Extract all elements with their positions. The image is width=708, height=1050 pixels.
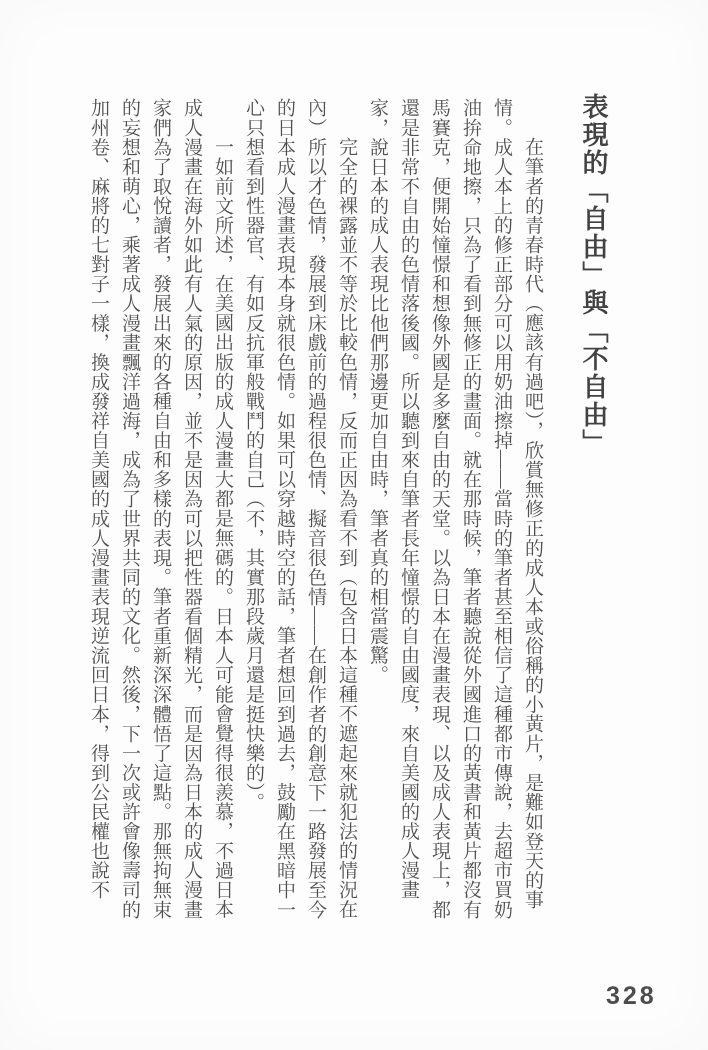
paragraph-1: 在筆者的青春時代（應該有過吧），欣賞無修正的成人本或俗稱的小黃片，是難如登天的事情。成人本上的修正部分可以用奶油擦掉——當時的筆者甚至相信了這種都市傳說，去超市買奶油拚命地擦，只為了看到無修正的畫面。就在那時候，筆者聽說從外國進口的黃書和黃片都沒有馬賽克，便開始憧憬和想像外國是多麼自由的天堂。以為日本在漫畫表現、以及成人表現上，都還是非常不自由的色情落後國。所以聽到來自筆者長年憧憬的自由國度，來自美國的成人漫畫家，說日本的成人表現比他們那邊更加自由時，筆者真的相當震驚。 — [367, 98, 543, 920]
paragraph-3: 一如前文所述，在美國出版的成人漫畫大都是無碼的。日本人可能會覺得很羨慕，不過日本成人漫畫在海外如此有人氣的原因，並不是因為可以把性器看個精光，而是因為日本的成人漫畫家們為了取悅讀者，發展出來的各種自由和多樣的表現。筆者重新深深體悟了這點。那無拘無束的妄想和萌心，乘著成人漫畫飄洋過海，成為了世界共同的文化。然後，下一次或許會像壽司的加州卷、麻將的七對子一樣，換成發祥自美國的成人漫畫表現逆流回日本，得到公民權也說不 — [88, 98, 233, 920]
paragraph-2: 完全的裸露並不等於比較色情，反而正因為看不到（包含日本這種不遮起來就犯法的情況在內）所以才色情，發展到床戲前的過程很色情、擬音很色情——在創作者的創意下一路發展至今的日本成人漫畫表現本身就很色情。如果可以穿越時空的話，筆者想回到過去，鼓勵在黑暗中一心只想看到性器官、有如反抗軍般戰鬥的自己（不，其實那段歲月還是挺快樂的）。 — [243, 98, 357, 920]
body-text-block — [82, 98, 548, 921]
page-number: 328 — [606, 982, 657, 1010]
chapter-title: 表現的「自由」與「不自由」 — [579, 93, 609, 457]
